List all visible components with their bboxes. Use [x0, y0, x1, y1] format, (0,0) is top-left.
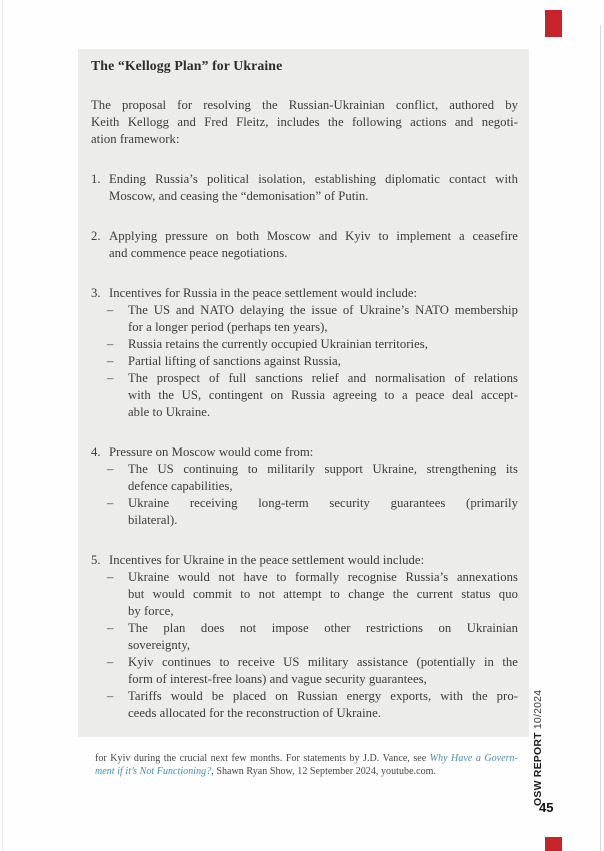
item-line: Ending Russia’s political isolation, establishing diplomatic contact with — [109, 172, 518, 186]
page-edge-right — [600, 25, 601, 851]
sub-bullet-body — [128, 353, 518, 370]
bullet-dash: – — [107, 462, 114, 476]
footnote-line — [95, 752, 518, 765]
footnote — [95, 752, 518, 778]
sub-bullet-line: for a longer period (perhaps ten years), — [128, 320, 328, 334]
sub-bullet-line: The plan does not impose other restrictions on Ukrainian — [128, 621, 518, 635]
sub-bullet-line: Russia retains the currently occupied Ukrainian territories, — [128, 337, 428, 351]
sub-bullet-line: Partial lifting of sanctions against Russia, — [128, 354, 341, 368]
sub-bullet — [107, 688, 518, 722]
list-item — [91, 552, 518, 722]
item-line: Applying pressure on both Moscow and Kyiv to implement a ceasefire — [109, 229, 518, 243]
sub-bullet — [107, 353, 518, 370]
bullet-dash: – — [107, 371, 114, 385]
item-body — [109, 444, 518, 529]
sub-bullet-body — [128, 461, 518, 495]
item-line: Moscow, and ceasing the “demonisation” of Putin. — [109, 189, 369, 203]
sub-bullet-body — [128, 336, 518, 353]
sub-bullet-body — [128, 569, 518, 620]
sub-bullet-body — [128, 654, 518, 688]
item-number: 4. — [91, 445, 101, 459]
sub-bullet — [107, 461, 518, 495]
footnote-link[interactable]: Why Have a Govern- — [429, 753, 518, 764]
content-box — [78, 49, 529, 737]
item-body — [109, 552, 518, 722]
bullet-dash: – — [107, 570, 114, 584]
list-item — [91, 228, 518, 262]
item-line: Pressure on Moscow would come from: — [109, 445, 314, 459]
sub-bullet-line: bilateral). — [128, 513, 178, 527]
sub-bullet-line: defence capabilities, — [128, 479, 233, 493]
red-marker-bottom — [545, 837, 562, 851]
sub-bullet-body — [128, 370, 518, 421]
sub-bullet-line: but would commit to not attempt to change the current status quo — [128, 587, 518, 601]
bullet-dash: – — [107, 689, 114, 703]
page-number: 45 — [539, 800, 554, 815]
footnote-text: for Kyiv during the crucial next few months. For statements by J.D. Vance, see — [95, 753, 430, 764]
list-item — [91, 171, 518, 205]
sub-bullet — [107, 569, 518, 620]
page-edge-left — [2, 0, 3, 851]
item-number: 2. — [91, 229, 101, 243]
item-number: 1. — [91, 172, 101, 186]
sub-bullet — [107, 336, 518, 353]
sub-bullet — [107, 302, 518, 336]
page-title: The “Kellogg Plan” for Ukraine — [91, 58, 283, 73]
sub-bullet-line: The US continuing to militarily support Ukraine, strengthening its — [128, 462, 518, 476]
report-name-label: OSW REPORT — [532, 732, 544, 806]
item-body — [109, 285, 518, 421]
item-line: Incentives for Ukraine in the peace settlement would include: — [109, 553, 425, 567]
sub-bullet-body — [128, 495, 518, 529]
bullet-dash: – — [107, 655, 114, 669]
item-number: 3. — [91, 286, 101, 300]
sub-bullet-line: Kyiv continues to receive US military assistance (potentially in the — [128, 655, 518, 669]
item-number: 5. — [91, 553, 101, 567]
sub-bullet-line: Tariffs would be placed on Russian energy exports, with the pro- — [128, 689, 518, 703]
footnote-text: , Shawn Ryan Show, 12 September 2024, youtube.com. — [211, 766, 437, 777]
item-line: Incentives for Russia in the peace settlement would include: — [109, 286, 418, 300]
sub-bullet-line: The US and NATO delaying the issue of Ukraine’s NATO membership — [128, 303, 518, 317]
list-item — [91, 285, 518, 421]
sub-bullet-line: ceeds allocated for the reconstruction of Ukraine. — [128, 706, 381, 720]
sub-bullet-body — [128, 302, 518, 336]
bullet-dash: – — [107, 337, 114, 351]
bullet-dash: – — [107, 496, 114, 510]
item-body — [109, 171, 518, 205]
sub-bullet — [107, 620, 518, 654]
sub-bullet-line: form of interest-free loans) and vague security guarantees, — [128, 672, 427, 686]
numbered-list — [91, 171, 518, 722]
sub-bullet-line: by force, — [128, 604, 174, 618]
intro-paragraph — [91, 97, 518, 148]
item-line: and commence peace negotiations. — [109, 246, 288, 260]
sub-bullet — [107, 495, 518, 529]
sub-bullet-line: The prospect of full sanctions relief and normalisation of relations — [128, 371, 518, 385]
bullet-dash: – — [107, 303, 114, 317]
intro-line: ation framework: — [91, 132, 180, 146]
item-body — [109, 228, 518, 262]
footnote-link[interactable]: ment if it’s Not Functioning? — [95, 766, 212, 777]
list-item — [91, 444, 518, 529]
sub-bullet-body — [128, 688, 518, 722]
sub-bullet-line: with the US, contingent on Russia agreeing to a peace deal accept- — [128, 388, 518, 402]
report-sidebar-label — [531, 670, 546, 806]
sub-bullet-line: Ukraine would not have to formally recognise Russia’s annexations — [128, 570, 518, 584]
sub-bullet-line: sovereignty, — [128, 638, 191, 652]
footnote-line — [95, 765, 518, 778]
sub-bullet — [107, 654, 518, 688]
sub-bullet-line: Ukraine receiving long-term security guarantees (primarily — [128, 496, 518, 510]
report-issue-label: 10/2024 — [532, 689, 544, 733]
sub-bullet-line: able to Ukraine. — [128, 405, 211, 419]
bullet-dash: – — [107, 354, 114, 368]
sub-bullet — [107, 370, 518, 421]
red-marker-top — [545, 10, 562, 37]
bullet-dash: – — [107, 621, 114, 635]
intro-line: The proposal for resolving the Russian-Ukrainian conflict, authored by — [91, 98, 518, 112]
intro-line: Keith Kellogg and Fred Fleitz, includes the following actions and negoti- — [91, 115, 518, 129]
sub-bullet-body — [128, 620, 518, 654]
